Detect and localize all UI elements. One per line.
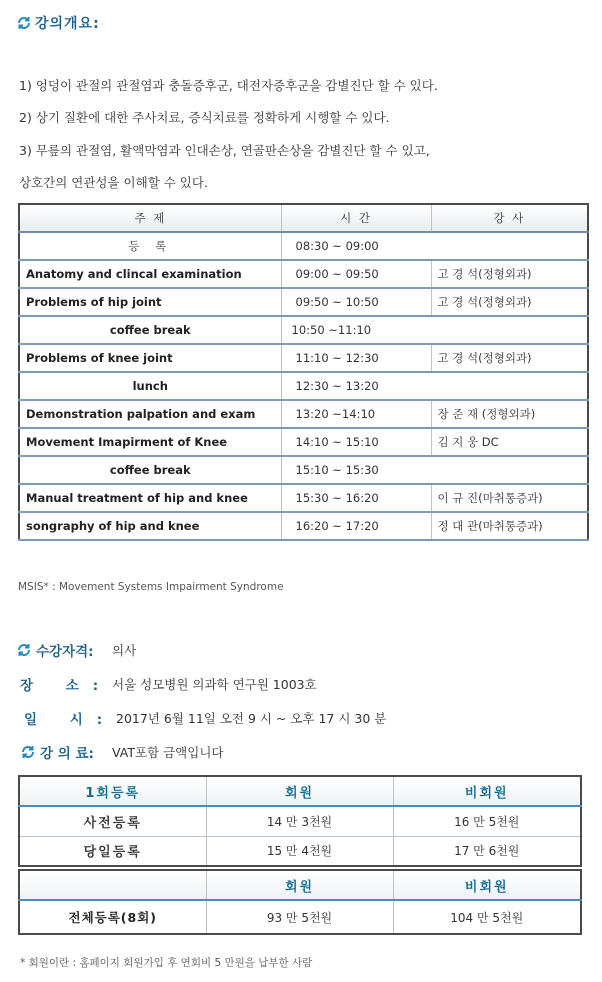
schedule-table bbox=[18, 203, 589, 541]
objective-3: 3) 무릎의 관절염, 활액막염과 인대손상, 연골판손상을 감별진단 할 수 있고, bbox=[19, 143, 430, 158]
qualification-label-wrap bbox=[16, 640, 102, 660]
table-row bbox=[19, 372, 588, 400]
fee-row-label: 사전등록 bbox=[19, 806, 206, 836]
table-row bbox=[19, 456, 588, 484]
table-row bbox=[19, 836, 581, 866]
topic-cell: songraphy of hip and knee bbox=[19, 512, 281, 540]
topic-cell: Anatomy and clincal examination bbox=[19, 260, 281, 288]
time-cell: 15:30 ~ 16:20 bbox=[281, 484, 431, 512]
fee-nonmember-value: 17 만 6천원 bbox=[393, 836, 581, 866]
objective-1: 1) 엉덩이 관절의 관절염과 충돌증후군, 대전자증후군을 감별진단 할 수 있다. bbox=[19, 78, 438, 93]
place-label-wrap bbox=[16, 674, 113, 694]
single-header-label: 1회등록 bbox=[19, 776, 206, 806]
time-cell: 15:10 ~ 15:30 bbox=[281, 456, 588, 484]
time-cell: 14:10 ~ 15:10 bbox=[281, 428, 431, 456]
date-label: 일 시: bbox=[24, 712, 117, 728]
single-header-member: 회원 bbox=[206, 776, 393, 806]
objective-2: 2) 상기 질환에 대한 주사치료, 증식치료를 정확하게 시행할 수 있다. bbox=[19, 110, 390, 125]
table-header-row bbox=[19, 776, 581, 806]
topic-cell: 등 록 bbox=[19, 232, 281, 260]
schedule-footnote: MSIS* : Movement Systems Impairment Syndrome bbox=[18, 581, 284, 593]
table-row bbox=[19, 288, 588, 316]
table-row bbox=[19, 900, 581, 934]
time-cell: 16:20 ~ 17:20 bbox=[281, 512, 431, 540]
time-cell: 08:30 ~ 09:00 bbox=[281, 232, 588, 260]
overview-heading bbox=[16, 13, 100, 33]
speaker-cell: 장 준 재 (정형외과) bbox=[431, 400, 588, 428]
topic-cell: Demonstration palpation and exam bbox=[19, 400, 281, 428]
topic-cell: Manual treatment of hip and knee bbox=[19, 484, 281, 512]
speaker-cell: 고 경 석(정형외과) bbox=[431, 288, 588, 316]
topic-cell: Problems of knee joint bbox=[19, 344, 281, 372]
header-speaker: 강 사 bbox=[431, 204, 588, 232]
full-header-label bbox=[19, 870, 206, 900]
refresh-arrows-icon bbox=[16, 642, 32, 658]
speaker-cell: 김 지 웅 DC bbox=[431, 428, 588, 456]
speaker-cell: 고 경 석(정형외과) bbox=[431, 344, 588, 372]
time-cell: 12:30 ~ 13:20 bbox=[281, 372, 588, 400]
fee-member-value: 14 만 3천원 bbox=[206, 806, 393, 836]
date-label-wrap bbox=[20, 708, 117, 728]
fee-row bbox=[20, 742, 223, 762]
table-row bbox=[19, 260, 588, 288]
table-row bbox=[19, 512, 588, 540]
full-fee-table bbox=[18, 869, 582, 935]
topic-cell: coffee break bbox=[19, 316, 281, 344]
objective-4: 상호간의 연관성을 이해할 수 있다. bbox=[19, 175, 208, 190]
topic-cell: coffee break bbox=[19, 456, 281, 484]
qualification-row bbox=[16, 640, 136, 660]
full-header-member: 회원 bbox=[206, 870, 393, 900]
time-cell: 09:00 ~ 09:50 bbox=[281, 260, 431, 288]
topic-cell: Problems of hip joint bbox=[19, 288, 281, 316]
table-row bbox=[19, 344, 588, 372]
place-row bbox=[16, 674, 317, 694]
fee-member-value: 15 만 4천원 bbox=[206, 836, 393, 866]
header-topic: 주 제 bbox=[19, 204, 281, 232]
refresh-arrows-icon bbox=[20, 744, 36, 760]
place-label: 장 소: bbox=[20, 678, 113, 694]
table-row bbox=[19, 400, 588, 428]
table-row bbox=[19, 316, 588, 344]
single-fee-table bbox=[18, 775, 582, 867]
fee-footnote: * 회원이란 : 홈페이지 회원가입 후 연회비 5 만원을 납부한 사람 bbox=[20, 957, 313, 969]
speaker-cell: 이 규 진(마취통증과) bbox=[431, 484, 588, 512]
table-row bbox=[19, 806, 581, 836]
topic-cell: lunch bbox=[19, 372, 281, 400]
refresh-arrows-icon bbox=[16, 15, 32, 31]
place-value: 서울 성모병원 의과학 연구원 1003호 bbox=[112, 677, 317, 692]
time-cell: 11:10 ~ 12:30 bbox=[281, 344, 431, 372]
fee-label-wrap bbox=[20, 742, 106, 762]
time-cell: 13:20 ~14:10 bbox=[281, 400, 431, 428]
qualification-value: 의사 bbox=[112, 643, 137, 658]
fee-label: 강 의 료: bbox=[40, 746, 94, 762]
speaker-cell: 정 대 관(마취통증과) bbox=[431, 512, 588, 540]
overview-title: 강의개요: bbox=[35, 16, 100, 32]
full-header-nonmember: 비회원 bbox=[393, 870, 581, 900]
fee-nonmember-value: 16 만 5천원 bbox=[393, 806, 581, 836]
qualification-label: 수강자격: bbox=[36, 644, 94, 660]
table-header-row bbox=[19, 870, 581, 900]
time-cell: 10:50 ~11:10 bbox=[281, 316, 588, 344]
fee-nonmember-value: 104 만 5천원 bbox=[393, 900, 581, 934]
date-value: 2017년 6월 11일 오전 9 시 ~ 오후 17 시 30 분 bbox=[116, 711, 387, 726]
header-time: 시 간 bbox=[281, 204, 431, 232]
table-row bbox=[19, 232, 588, 260]
fee-row-label: 당일등록 bbox=[19, 836, 206, 866]
date-row bbox=[20, 708, 386, 728]
speaker-cell: 고 경 석(정형외과) bbox=[431, 260, 588, 288]
fee-value: VAT포함 금액입니다 bbox=[112, 745, 224, 760]
fee-member-value: 93 만 5천원 bbox=[206, 900, 393, 934]
time-cell: 09:50 ~ 10:50 bbox=[281, 288, 431, 316]
table-row bbox=[19, 484, 588, 512]
table-row bbox=[19, 428, 588, 456]
fee-row-label: 전체등록(8회) bbox=[19, 900, 206, 934]
single-header-nonmember: 비회원 bbox=[393, 776, 581, 806]
topic-cell: Movement Imapirment of Knee bbox=[19, 428, 281, 456]
